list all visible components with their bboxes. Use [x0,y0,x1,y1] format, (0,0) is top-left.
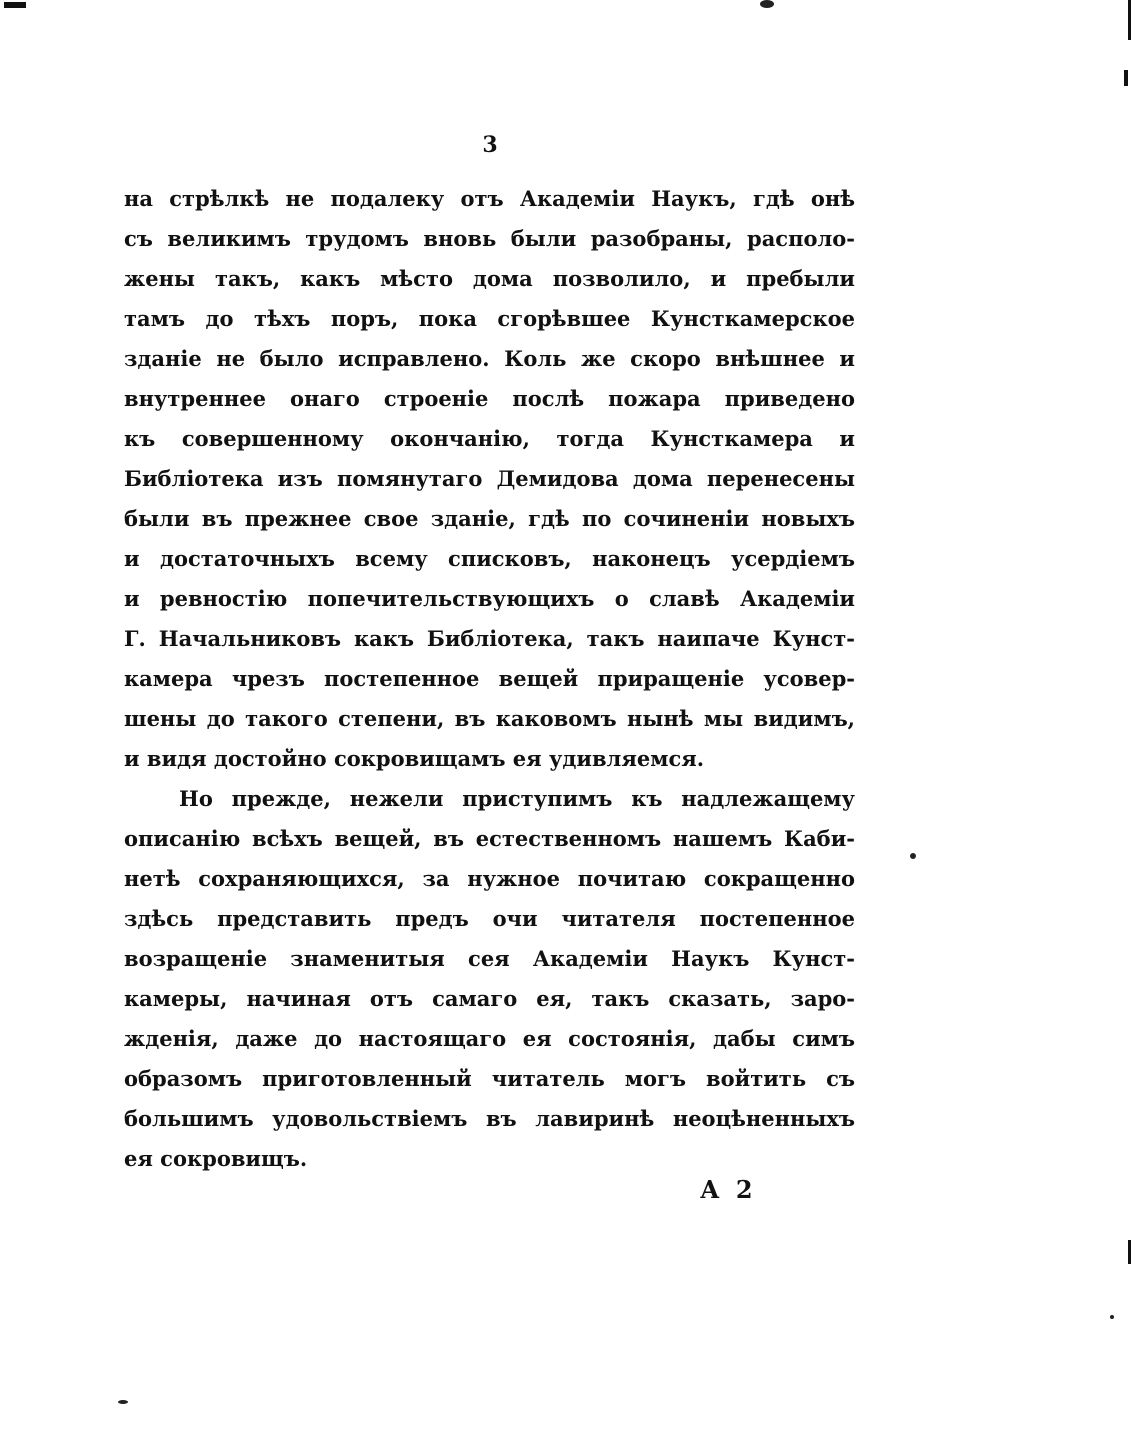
text-line: камера чрезъ постепенное вещей приращеніе усовер- [124,666,855,691]
text-line: зданіе не было исправлено. Коль же скоро внѣшнее и [124,346,855,371]
paragraph-2 [124,779,855,1179]
text-line: шены до такого степени, въ каковомъ нынѣ мы видимъ, [124,706,855,731]
text-line: образомъ приготовленный читатель могъ войтить съ [124,1066,855,1091]
text-line: съ великимъ трудомъ вновь были разобраны, располо- [124,226,855,251]
signature-mark: А 2 [700,1175,757,1204]
text-line: камеры, начиная отъ самаго ея, такъ сказать, заро- [124,986,855,1011]
text-line: большимъ удовольствіемъ въ лавиринѣ неоцѣненныхъ [124,1106,855,1131]
paragraph-1 [124,179,855,779]
text-line: жены такъ, какъ мѣсто дома позволило, и пребыли [124,266,855,291]
text-line: были въ прежнее свое зданіе, гдѣ по сочиненіи новыхъ [124,506,855,531]
scan-speck [760,0,774,8]
text-line: Но прежде, нежели приступимъ къ надлежащему [179,786,855,811]
text-line: тамъ до тѣхъ поръ, пока сгорѣвшее Кунсткамерское [124,306,855,331]
text-line: ея сокровищъ. [124,1146,308,1171]
scan-edge-mark [1124,70,1128,86]
text-line: къ совершенному окончанію, тогда Кунсткамера и [124,426,855,451]
text-line: возращеніе знаменитыя сея Академіи Наукъ Кунст- [124,946,855,971]
text-line: и ревностію попечительствующихъ о славѣ Академіи [124,586,855,611]
scan-corner-mark [4,2,26,8]
text-line: Г. Начальниковъ какъ Библіотека, такъ наипаче Кунст- [124,626,855,651]
page-number: 3 [482,132,498,158]
scan-edge-mark [1128,0,1131,40]
text-line: жденія, даже до настоящаго ея состоянія, дабы симъ [124,1026,855,1051]
text-line: Библіотека изъ помянутаго Демидова дома перенесены [124,466,855,491]
scan-speck [118,1400,128,1404]
text-line: и видя достойно сокровищамъ ея удивляемся. [124,746,705,771]
text-line: описанію всѣхъ вещей, въ естественномъ нашемъ Каби- [124,826,855,851]
scan-edge-mark [1128,1240,1131,1264]
text-line: внутреннее онаго строеніе послѣ пожара приведено [124,386,855,411]
text-line: нетѣ сохраняющихся, за нужное почитаю сокращенно [124,866,855,891]
text-line: и достаточныхъ всему списковъ, наконецъ усердіемъ [124,546,855,571]
body-text [124,179,855,1179]
text-line: на стрѣлкѣ не подалеку отъ Академіи Наукъ, гдѣ онѣ [124,186,855,211]
scan-speck [1110,1315,1114,1319]
scan-speck [910,853,916,859]
text-line: здѣсь представить предъ очи читателя постепенное [124,906,855,931]
